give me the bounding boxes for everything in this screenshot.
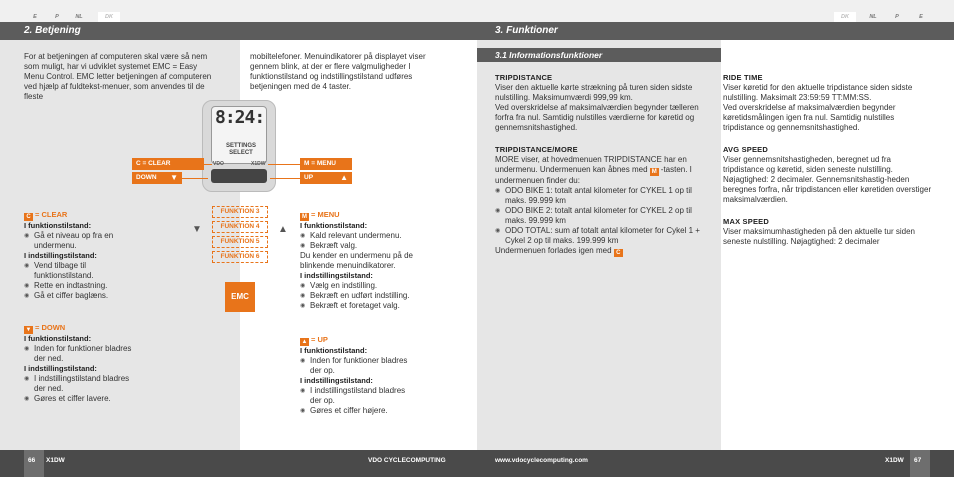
lang-tab-dk-right[interactable]: DK [834, 12, 856, 22]
up-key-icon: ▲ [301, 339, 308, 345]
intro-col1: For at betjeningen af computeren skal være så nem som muligt, har vi udviklet systemet EMC = Easy Menu Control. EMC letter betjeningen af computeren ved hjælp af fuldtekst-menuer, som anvendes til de fleste [24, 52, 212, 101]
tripdistance-more-body [495, 155, 700, 186]
submenu-closing [495, 246, 700, 257]
tripdistance-more-body2: -tasten. I undermenuen finder du: [495, 165, 692, 185]
scroll-up-arrow-icon: ▲ [278, 224, 288, 235]
right-col2 [723, 73, 933, 247]
function-box-6: FUNKTION 6 [212, 251, 268, 263]
device-brand: VDO [213, 161, 224, 167]
up-set-item-2: ◉ Gøres et ciffer højere. [300, 406, 410, 416]
down-connector [182, 178, 208, 179]
up-section-title [300, 335, 410, 346]
scroll-down-arrow-icon: ▼ [192, 224, 202, 235]
c-clear-label [132, 158, 204, 170]
clear-set-item-3: ◉ Gå et ciffer baglæns. [24, 291, 134, 301]
lang-tab-p-right[interactable]: P [895, 14, 899, 20]
odo-item-2: ◉ ODO BIKE 2: totalt antal kilometer for CYKEL 2 op til maks. 99.999 km [495, 206, 700, 226]
device-button-bar [211, 169, 267, 183]
up-connector [270, 178, 300, 179]
c-key-icon: C [24, 213, 33, 221]
ride-time-heading: RIDE TIME [723, 73, 763, 82]
m-menu-label [300, 158, 352, 170]
tripdistance-heading: TRIPDISTANCE [495, 73, 553, 82]
page-number-left: 66 [28, 457, 36, 464]
m-menu-text: M = MENU [304, 160, 336, 167]
page-number-right: 67 [914, 457, 922, 464]
menu-section-title-text: = MENU [311, 210, 340, 219]
device-menu-text [226, 143, 256, 157]
footer-right [477, 450, 954, 477]
menu-section [300, 210, 440, 311]
spacer [495, 133, 700, 145]
tripdistance-body: Viser den aktuelle kørte strækning på turen siden sidste nulstilling. Maksimumværdi 999,99 km. Ved overskridelse af maksimalværdien begynder tælleren forfra fra nul. Samtidig nulstilles værdierne for køretid og gennemsnitshastighed. [495, 83, 699, 132]
down-key-icon: ▼ [25, 327, 32, 333]
down-set-item-1: ◉ I indstillingstilstand bladres der ned. [24, 374, 134, 394]
odo-item-1: ◉ ODO BIKE 1: totalt antal kilometer for CYKEL 1 op til maks. 99.999 km [495, 186, 700, 206]
emc-logo: EMC [225, 282, 255, 312]
device-menu-line1: SETTINGS [226, 143, 257, 149]
clear-set-item-2: ◉ Rette en indtastning. [24, 281, 134, 291]
clear-section-title [24, 210, 134, 221]
odo-item-3: ◉ ODO TOTAL: sum af totalt antal kilometer for Cykel 1 + Cykel 2 op til maks. 199.999 km [495, 226, 700, 246]
c-clear-text: C = CLEAR [136, 160, 171, 167]
footer-left [0, 450, 477, 477]
avg-speed-heading: AVG SPEED [723, 145, 769, 154]
section-subtitle: 3.1 Informationsfunktioner [477, 48, 721, 62]
device-model: X1DW [251, 161, 266, 167]
device-menu-line2: SELECT [229, 150, 253, 156]
avg-speed-body: Viser gennemsnitshastigheden, beregnet ud fra tripdistance og køretid, siden seneste nulstilling. Nøjagtighed: 2 decimaler. Gennemsnitshastig-heden beregnes forfra, når tripdistancen eller køretiden overstiger maksimalværdien. [723, 155, 932, 204]
spacer [723, 133, 933, 145]
cyclecomputer-illustration [202, 100, 276, 192]
model-right: X1DW [885, 457, 904, 464]
clear-func-item-1: ◉ Gå et niveau op fra en undermenu. [24, 231, 134, 251]
menu-extra-text: Du kender en undermenu på de blinkende menuindikatorer. [300, 251, 413, 270]
page-title-right: 3. Funktioner [477, 22, 954, 40]
clear-section-title-text: = CLEAR [35, 210, 68, 219]
menu-set-item-2: ◉ Bekræft en udført indstilling. [300, 291, 440, 301]
lang-tab-dk[interactable]: DK [98, 12, 120, 22]
tripdistance-more-body1: MORE viser, at hovedmenuen TRIPDISTANCE har en undermenu. Undermenuen kan åbnes med [495, 155, 687, 174]
clear-set-item-1: ◉ Vend tilbage til funktionstilstand. [24, 261, 134, 281]
tripdistance-more-heading: TRIPDISTANCE/MORE [495, 145, 578, 154]
menu-func-item-1: ◉ Kald relevant undermenu. [300, 231, 440, 241]
intro-col2: mobiltelefoner. Menuindikatorer på displayet viser gennem blink, at der er flere valgmuligheder I funktionstilstand og indstillingstilstand udføres betjeningen med de 4 taster. [250, 52, 426, 91]
down-func-label: I funktionstilstand: [24, 334, 92, 343]
website-url[interactable]: www.vdocyclecomputing.com [495, 457, 588, 464]
function-box-5: FUNKTION 5 [212, 236, 268, 248]
max-speed-heading: MAX SPEED [723, 217, 769, 226]
brand-left: VDO CYCLECOMPUTING [368, 457, 446, 464]
down-section-title-text: = DOWN [35, 323, 66, 332]
down-section-title [24, 323, 134, 334]
down-func-item-1: ◉ Inden for funktioner bladres der ned. [24, 344, 134, 364]
up-set-label: I indstillingstilstand: [300, 376, 373, 385]
model-left: X1DW [46, 457, 65, 464]
device-screen [211, 106, 267, 164]
clear-set-label: I indstillingstilstand: [24, 251, 97, 260]
down-set-item-2: ◉ Gøres et ciffer lavere. [24, 394, 134, 404]
c-inline-icon: C [614, 249, 623, 257]
clear-connector [204, 164, 212, 165]
page-title-left: 2. Betjening [0, 22, 477, 40]
submenu-closing-text: Undermenuen forlades igen med [495, 246, 612, 255]
up-func-item-1: ◉ Inden for funktioner bladres der op. [300, 356, 410, 376]
m-key-icon: M [302, 214, 307, 220]
max-speed-body: Viser maksimumhastigheden på den aktuelle tur siden seneste nulstilling. Nøjagtighed: 2 decimaler [723, 227, 915, 246]
device-digits: 8:24: [215, 107, 265, 128]
function-box-3: FUNKTION 3 [212, 206, 268, 218]
lang-tab-nl[interactable]: NL [75, 14, 83, 20]
up-set-item-1: ◉ I indstillingstilstand bladres der op. [300, 386, 410, 406]
menu-connector [268, 164, 300, 165]
up-func-label: I funktionstilstand: [300, 346, 368, 355]
menu-set-item-3: ◉ Bekræft et foretaget valg. [300, 301, 440, 311]
down-label [132, 172, 182, 184]
menu-section-title [300, 210, 440, 221]
down-set-label: I indstillingstilstand: [24, 364, 97, 373]
m-inline-icon: M [651, 169, 657, 175]
menu-set-item-1: ◉ Vælg en indstilling. [300, 281, 440, 291]
up-label [300, 172, 352, 184]
menu-set-label: I indstillingstilstand: [300, 271, 373, 280]
lang-tab-nl-right[interactable]: NL [869, 14, 877, 20]
menu-func-item-2: ◉ Bekræft valg. [300, 241, 440, 251]
down-text: DOWN [136, 174, 157, 181]
lang-tab-p[interactable]: P [55, 14, 59, 20]
menu-func-label: I funktionstilstand: [300, 221, 368, 230]
ride-time-body: Viser køretid for den aktuelle tripdistance siden sidste nulstilling. Maksimalt 23:59:59 TT:MM:SS. Ved overskridelse af maksimalværdien begynder køretidsmålingen igen fra nul. Samtidig nulstilles tripdistance og gennemsnitshastighed. [723, 83, 913, 132]
clear-func-label: I funktionstilstand: [24, 221, 92, 230]
lang-tab-e-right[interactable]: E [919, 14, 923, 20]
up-text: UP [304, 174, 314, 181]
function-box-4: FUNKTION 4 [212, 221, 268, 233]
down-section [24, 323, 134, 404]
clear-section [24, 210, 134, 301]
lang-tab-e[interactable]: E [33, 14, 37, 20]
up-section [300, 335, 410, 416]
right-col1 [495, 73, 700, 257]
up-arrow-icon: ▲ [340, 173, 348, 182]
down-arrow-icon: ▼ [170, 173, 178, 182]
up-section-title-text: = UP [311, 335, 328, 344]
spacer [723, 205, 933, 217]
